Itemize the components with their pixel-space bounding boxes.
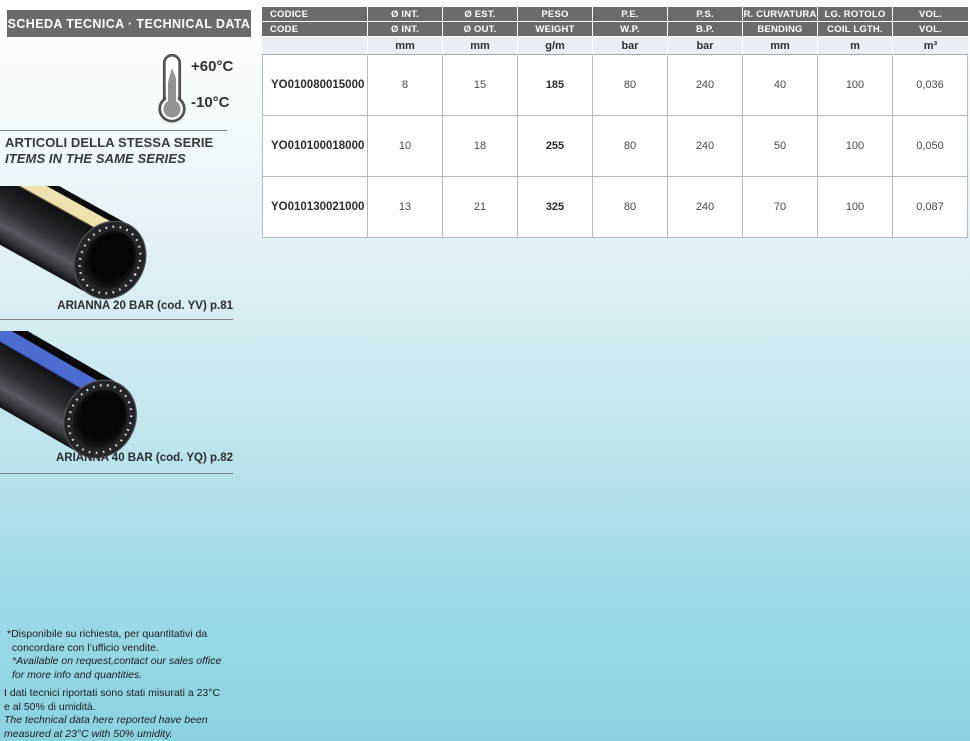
value-cell: 8 xyxy=(368,55,443,116)
footnote-availability-en-cont: for more info and quantities. xyxy=(12,668,143,681)
value-cell: 70 xyxy=(743,177,818,238)
col-header-bp: B.P. xyxy=(668,22,743,37)
weight-cell: 325 xyxy=(518,177,593,238)
section-header-bar xyxy=(7,10,251,37)
col-header-curvatura: R. CURVATURA xyxy=(743,7,818,22)
hose-image-arianna-20bar xyxy=(0,186,236,308)
footnote-availability-en: *Available on request,contact our sales office xyxy=(12,655,222,667)
col-header-peso: PESO xyxy=(518,7,593,22)
col-header-diam-est: Ø EST. xyxy=(443,7,518,22)
value-cell: 21 xyxy=(443,177,518,238)
col-header-ps: P.S. xyxy=(668,7,743,22)
table-row xyxy=(262,116,968,177)
col-header-weight: WEIGHT xyxy=(518,22,593,37)
footnote-measurement-it: I dati tecnici riportati sono stati misurati a 23°C xyxy=(4,687,221,699)
weight-cell: 185 xyxy=(518,55,593,116)
value-cell: 10 xyxy=(368,116,443,177)
value-cell: 50 xyxy=(743,116,818,177)
code-cell: YO010130021000 xyxy=(262,177,368,238)
hose-caption-arianna-20bar: ARIANNA 20 BAR (cod. YV) p.81 xyxy=(57,300,233,312)
col-header-bending: BENDING xyxy=(743,22,818,37)
value-cell: 15 xyxy=(443,55,518,116)
unit-cell: mm xyxy=(743,37,818,55)
thermometer-icon xyxy=(152,52,192,124)
col-header-diam-int-en: Ø INT. xyxy=(368,22,443,37)
col-header-rotolo: LG. ROTOLO xyxy=(818,7,893,22)
page-title: SCHEDA TECNICA · TECHNICAL DATA xyxy=(7,16,251,31)
series-title-english: ITEMS IN THE SAME SERIES xyxy=(5,151,186,166)
table-header-row-italian xyxy=(262,7,968,22)
technical-data-table xyxy=(262,7,968,238)
value-cell: 40 xyxy=(743,55,818,116)
value-cell: 0,036 xyxy=(893,55,968,116)
col-header-codice: CODICE xyxy=(262,7,368,22)
temp-min-label: -10°C xyxy=(191,94,230,111)
unit-cell: m³ xyxy=(893,37,968,55)
value-cell: 100 xyxy=(818,177,893,238)
unit-cell: bar xyxy=(668,37,743,55)
table-row xyxy=(262,55,968,116)
series-title-italian: ARTICOLI DELLA STESSA SERIE xyxy=(5,135,214,150)
temp-max-label: +60°C xyxy=(191,58,234,75)
col-header-vol-en: VOL. xyxy=(893,22,968,37)
series-divider-bottom xyxy=(0,473,233,474)
col-header-coil-lgth: COIL LGTH. xyxy=(818,22,893,37)
hose-image-arianna-40bar xyxy=(0,331,236,458)
code-cell: YO010100018000 xyxy=(262,116,368,177)
value-cell: 18 xyxy=(443,116,518,177)
value-cell: 100 xyxy=(818,116,893,177)
footnote-availability-it-cont: concordare con l’ufficio vendite. xyxy=(12,641,159,654)
value-cell: 240 xyxy=(668,177,743,238)
footnote-measurement-it-cont: e al 50% di umidità. xyxy=(4,700,96,713)
footnote-measurement-en: The technical data here reported have been xyxy=(4,714,208,726)
unit-cell: mm xyxy=(368,37,443,55)
value-cell: 0,050 xyxy=(893,116,968,177)
series-divider-middle xyxy=(0,319,233,320)
col-header-diam-out: Ø OUT. xyxy=(443,22,518,37)
table-row xyxy=(262,177,968,238)
unit-cell: bar xyxy=(593,37,668,55)
footnote-measurement-en-cont: measured at 23°C with 50% umidity. xyxy=(4,727,173,740)
col-header-vol: VOL. xyxy=(893,7,968,22)
value-cell: 100 xyxy=(818,55,893,116)
footnote-availability-it: *Disponibile su richiesta, per quantitativi da xyxy=(7,628,208,640)
hose-caption-arianna-40bar: ARIANNA 40 BAR (cod. YQ) p.82 xyxy=(56,452,233,464)
table-header-row-english xyxy=(262,22,968,37)
col-header-wp: W.P. xyxy=(593,22,668,37)
unit-cell: g/m xyxy=(518,37,593,55)
col-header-pe: P.E. xyxy=(593,7,668,22)
series-divider-top xyxy=(0,130,227,131)
code-cell: YO010080015000 xyxy=(262,55,368,116)
value-cell: 240 xyxy=(668,55,743,116)
value-cell: 80 xyxy=(593,55,668,116)
value-cell: 80 xyxy=(593,177,668,238)
unit-cell: m xyxy=(818,37,893,55)
table-units-row xyxy=(262,37,968,55)
footnotes xyxy=(4,628,266,741)
col-header-code: CODE xyxy=(262,22,368,37)
unit-cell xyxy=(262,37,368,55)
weight-cell: 255 xyxy=(518,116,593,177)
value-cell: 13 xyxy=(368,177,443,238)
value-cell: 80 xyxy=(593,116,668,177)
value-cell: 240 xyxy=(668,116,743,177)
value-cell: 0,087 xyxy=(893,177,968,238)
col-header-diam-int: Ø INT. xyxy=(368,7,443,22)
unit-cell: mm xyxy=(443,37,518,55)
